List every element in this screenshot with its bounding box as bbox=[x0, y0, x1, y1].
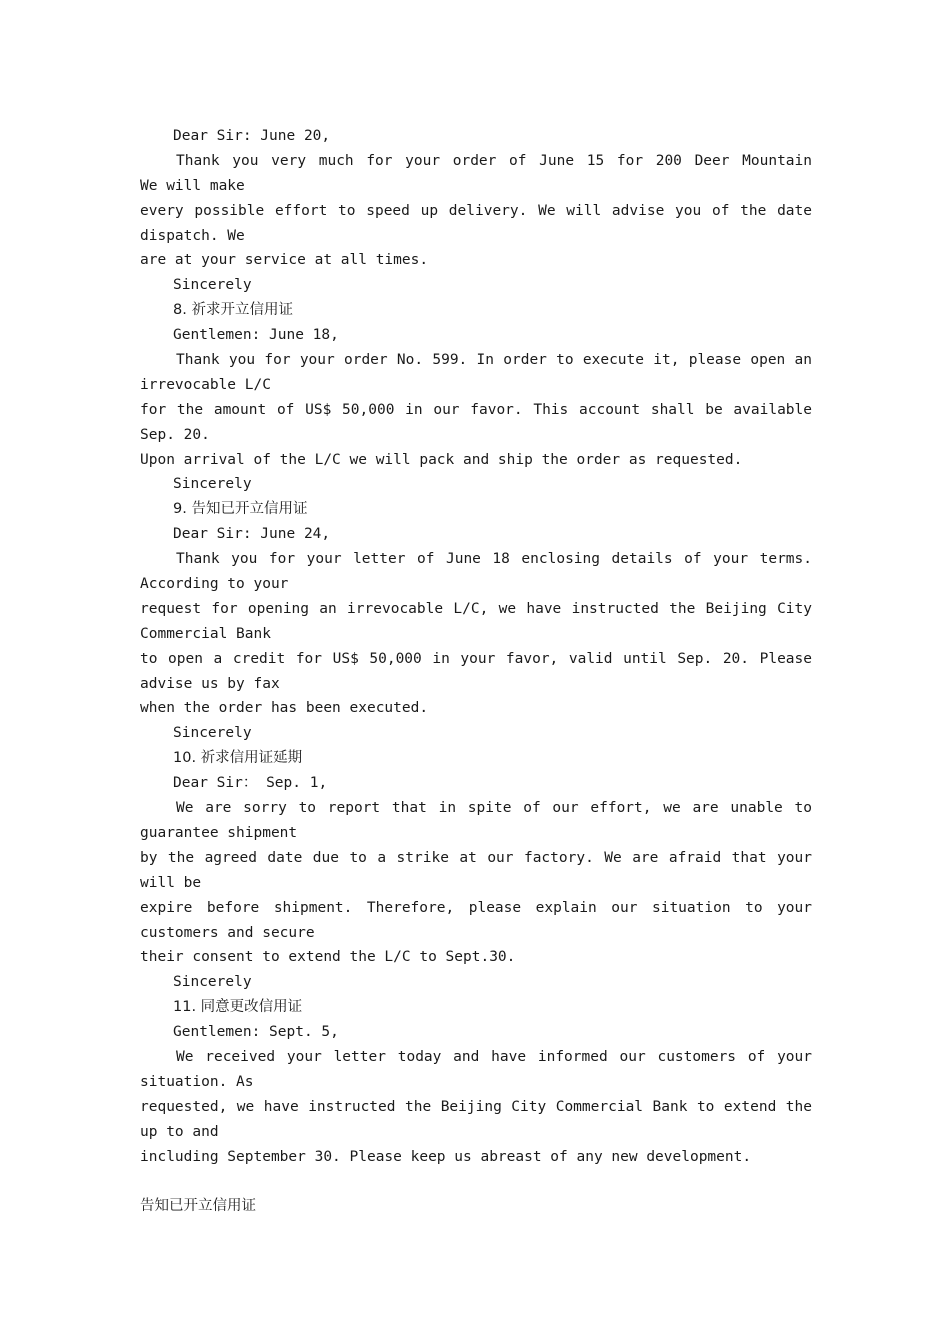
letter7-body-line: dispatch. We bbox=[140, 227, 245, 244]
letter7-body-line: Thank you very much for your order of June 15 for 200 Deer Mountain bbox=[176, 152, 812, 169]
letter10-body-line: expire before shipment. Therefore, please explain our situation to your bbox=[140, 899, 812, 916]
letter10-body-line: by the agreed date due to a strike at our factory. We are afraid that your bbox=[140, 849, 812, 866]
letter7-closing: Sincerely bbox=[173, 277, 252, 294]
letter11-salutation: Gentlemen: Sept. 5, bbox=[173, 1024, 339, 1041]
letter11-body-line: requested, we have instructed the Beijing City Commercial Bank to extend the bbox=[140, 1098, 812, 1115]
letter10-closing: Sincerely bbox=[173, 974, 252, 991]
letter10-body-line: We are sorry to report that in spite of our effort, we are unable to bbox=[176, 800, 812, 817]
letter10-salutation: Dear Sir： Sep. 1, bbox=[173, 775, 328, 792]
letter9-body-line: Thank you for your letter of June 18 enclosing details of your terms. bbox=[176, 551, 812, 568]
letter8-body-line: irrevocable L/C bbox=[140, 376, 271, 393]
letter10-body-line: guarantee shipment bbox=[140, 824, 298, 841]
letter11-body-line: including September 30. Please keep us abreast of any new development. bbox=[140, 1148, 752, 1165]
letter11-body-line: We received your letter today and have informed our customers of your bbox=[176, 1048, 812, 1065]
letter11-body-line: up to and bbox=[140, 1123, 219, 1140]
document-page bbox=[140, 124, 812, 1219]
letter9-body-line: According to your bbox=[140, 576, 289, 593]
letter10-heading: 10. 祈求信用证延期 bbox=[173, 750, 303, 767]
letter7-body-line: every possible effort to speed up delivery. We will advise you of the date bbox=[140, 202, 812, 219]
letter8-body-line: Upon arrival of the L/C we will pack and ship the order as requested. bbox=[140, 451, 743, 468]
letter10-body-line: their consent to extend the L/C to Sept.30. bbox=[140, 949, 516, 966]
spacer bbox=[140, 1169, 812, 1194]
letter7-salutation: Dear Sir: June 20, bbox=[173, 128, 331, 144]
letter8-closing: Sincerely bbox=[173, 476, 252, 493]
letter10-body-line: will be bbox=[140, 874, 202, 891]
letter9-closing: Sincerely bbox=[173, 725, 252, 742]
letter7-body-line: We will make bbox=[140, 177, 245, 194]
footer-title: 告知已开立信用证 bbox=[140, 1198, 256, 1215]
letter10-body-line: customers and secure bbox=[140, 924, 315, 941]
letter8-body-line: Thank you for your order No. 599. In order to execute it, please open an bbox=[176, 352, 812, 369]
letter7-body-line: are at your service at all times. bbox=[140, 252, 429, 269]
letter9-body-line: advise us by fax bbox=[140, 675, 280, 692]
letter8-salutation: Gentlemen: June 18, bbox=[173, 327, 339, 344]
letter8-heading: 8. 祈求开立信用证 bbox=[173, 302, 293, 319]
letter9-body-line: when the order has been executed. bbox=[140, 700, 429, 717]
letter9-body-line: to open a credit for US$ 50,000 in your favor, valid until Sep. 20. Please bbox=[140, 650, 812, 667]
letter9-heading: 9. 告知已开立信用证 bbox=[173, 501, 308, 518]
letter8-body-line: for the amount of US$ 50,000 in our favor. This account shall be available bbox=[140, 401, 812, 418]
letter11-heading: 11. 同意更改信用证 bbox=[173, 999, 303, 1016]
letter9-body-line: Commercial Bank bbox=[140, 625, 271, 642]
letter9-body-line: request for opening an irrevocable L/C, we have instructed the Beijing City bbox=[140, 600, 812, 617]
letter9-salutation: Dear Sir: June 24, bbox=[173, 526, 331, 543]
letter8-body-line: Sep. 20. bbox=[140, 426, 210, 443]
letter11-body-line: situation. As bbox=[140, 1073, 254, 1090]
